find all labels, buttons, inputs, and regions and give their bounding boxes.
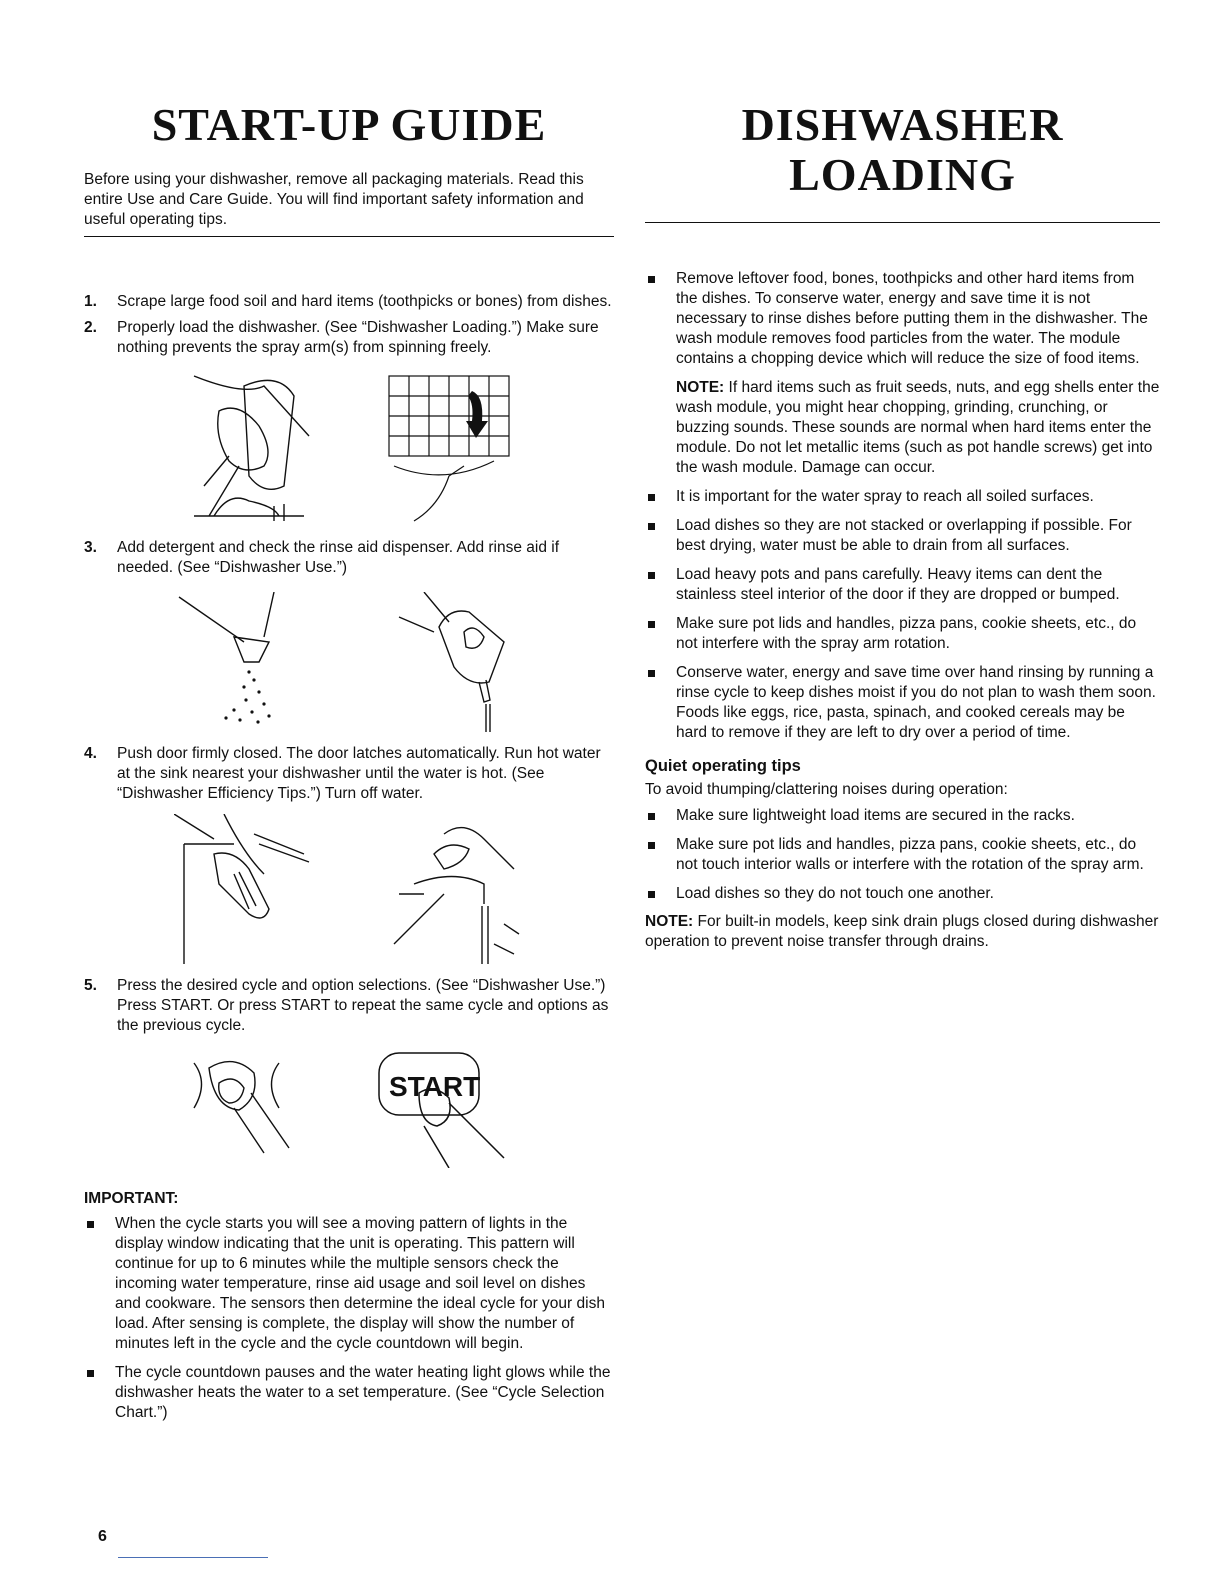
bullet-square-icon xyxy=(645,835,676,875)
note-text: If hard items such as fruit seeds, nuts, and egg shells enter the wash module, you might hear chopping, grinding, crunching, or buzzing sounds. These sounds are normal when hard items enter the module. Do not let metallic items (such as pot handle screws) get into the wash module. Damage can occur. xyxy=(676,379,1160,476)
loading-bullet xyxy=(645,614,1160,654)
loading-bullet-text: Make sure pot lids and handles, pizza pans, cookie sheets, etc., do not interfere with the spray arm rotation. xyxy=(676,615,1137,652)
bullet-square-icon xyxy=(84,1363,115,1423)
step-number: 4. xyxy=(84,745,97,762)
loading-bullet xyxy=(645,663,1160,743)
loading-list xyxy=(645,269,1160,952)
startup-steps-cont2 xyxy=(84,744,614,804)
add-detergent-illustration xyxy=(174,592,324,732)
important-item xyxy=(84,1363,614,1423)
startup-steps-cont3 xyxy=(84,976,614,1036)
important-text: The cycle countdown pauses and the water heating light glows while the dishwasher heats the water to a set temperature. (See “Cycle Selection Chart.”) xyxy=(115,1364,611,1421)
loading-bullet xyxy=(645,487,1160,507)
step-text: Scrape large food soil and hard items (toothpicks or bones) from dishes. xyxy=(117,293,612,310)
bullet-square-icon xyxy=(84,1214,115,1354)
startup-guide-title: START-UP GUIDE xyxy=(151,99,547,150)
bullet-square-icon xyxy=(645,663,676,743)
loading-bullet xyxy=(645,516,1160,556)
loading-bullet-text: Conserve water, energy and save time over hand rinsing by running a rinse cycle to keep dishes moist if you do not plan to wash them soon. Foods like eggs, rice, pasta, spinach, and cooked cereals may be hard to remove if they are left to dry over a period of time. xyxy=(676,664,1156,741)
add-rinse-aid-illustration xyxy=(394,592,524,732)
bullet-square-icon xyxy=(645,884,676,904)
divider xyxy=(645,222,1160,223)
startup-guide-section xyxy=(84,100,614,1423)
loading-note xyxy=(676,378,1160,478)
bullet-square-icon xyxy=(645,614,676,654)
footer-line xyxy=(118,1557,268,1558)
step-number: 5. xyxy=(84,977,97,994)
note-label: NOTE: xyxy=(645,913,694,930)
startup-steps-cont xyxy=(84,538,614,578)
startup-intro: Before using your dishwasher, remove all packaging materials. Read this entire Use and Care Guide. You will find important safety information and useful operating tips. xyxy=(84,171,584,228)
illustration-row-door-water xyxy=(84,814,614,964)
step-item xyxy=(84,538,614,578)
step-number: 1. xyxy=(84,293,97,310)
quiet-bullet xyxy=(645,806,1160,826)
quiet-bullet-text: Make sure lightweight load items are secured in the racks. xyxy=(676,807,1075,824)
built-in-note xyxy=(645,912,1160,952)
load-rack-illustration xyxy=(384,366,514,526)
step-number: 2. xyxy=(84,319,97,336)
startup-steps xyxy=(84,292,614,358)
step-item xyxy=(84,318,614,358)
press-start-button-illustration xyxy=(369,1048,519,1168)
note-label: NOTE: xyxy=(676,379,725,396)
loading-title xyxy=(645,100,1160,200)
bullet-square-icon xyxy=(645,565,676,605)
illustration-row-buttons xyxy=(84,1048,614,1168)
step-item xyxy=(84,744,614,804)
step-text: Properly load the dishwasher. (See “Dishwasher Loading.”) Make sure nothing prevents the spray arm(s) from spinning freely. xyxy=(117,319,599,356)
dishwasher-loading-section xyxy=(645,100,1160,952)
quiet-bullet xyxy=(645,835,1160,875)
loading-bullet xyxy=(645,269,1160,369)
loading-title-line1: DISHWASHER xyxy=(741,99,1064,150)
illustration-row-scrape-load xyxy=(84,366,614,526)
important-text: When the cycle starts you will see a moving pattern of lights in the display window indicating that the unit is operating. This pattern will continue for up to 6 minutes while the multiple sensors check the incoming water temperature, rinse aid usage and soil level on dishes and cookware. The sensors then determine the ideal cycle for your dish load. After sensing is complete, the display will show the number of minutes left in the cycle and the cycle countdown will begin. xyxy=(115,1215,605,1352)
loading-bullet-text: Load heavy pots and pans carefully. Heavy items can dent the stainless steel interior of the door if they are dropped or bumped. xyxy=(676,566,1120,603)
step-text: Push door firmly closed. The door latches automatically. Run hot water at the sink nearest your dishwasher until the water is hot. (See “Dishwasher Efficiency Tips.”) Turn off water. xyxy=(117,745,601,802)
bullet-square-icon xyxy=(645,806,676,826)
illustration-row-detergent xyxy=(84,592,614,732)
scrape-dishes-illustration xyxy=(184,366,314,526)
quiet-bullet xyxy=(645,884,1160,904)
loading-bullet-text: It is important for the water spray to reach all soiled surfaces. xyxy=(676,488,1094,505)
quiet-bullet-text: Load dishes so they do not touch one another. xyxy=(676,885,994,902)
step-item xyxy=(84,976,614,1036)
bullet-square-icon xyxy=(645,516,676,556)
loading-bullet xyxy=(645,565,1160,605)
quiet-tips-intro: To avoid thumping/clattering noises during operation: xyxy=(645,781,1008,798)
note-text: For built-in models, keep sink drain plugs closed during dishwasher operation to prevent noise transfer through drains. xyxy=(645,913,1159,950)
press-option-button-illustration xyxy=(179,1048,299,1158)
page-number: 6 xyxy=(98,1528,107,1545)
step-text: Add detergent and check the rinse aid dispenser. Add rinse aid if needed. (See “Dishwasher Use.”) xyxy=(117,539,560,576)
loading-bullet-text: Load dishes so they are not stacked or overlapping if possible. For best drying, water must be able to drain from all surfaces. xyxy=(676,517,1132,554)
step-item xyxy=(84,292,614,312)
bullet-square-icon xyxy=(645,487,676,507)
step-text: Press the desired cycle and option selections. (See “Dishwasher Use.”) Press START. Or press START to repeat the same cycle and options as the previous cycle. xyxy=(117,977,609,1034)
important-heading: IMPORTANT: xyxy=(84,1190,179,1207)
loading-bullet-text: Remove leftover food, bones, toothpicks and other hard items from the dishes. To conserve water, energy and save time it is not necessary to rinse dishes before putting them in the dishwasher. The wash module removes food particles from the water. The module contains a chopping device which will reduce the size of food items. xyxy=(676,270,1148,367)
quiet-tips-heading: Quiet operating tips xyxy=(645,757,801,775)
start-button-label: START xyxy=(389,1071,481,1102)
close-door-illustration xyxy=(174,814,314,964)
quiet-bullet-text: Make sure pot lids and handles, pizza pans, cookie sheets, etc., do not touch interior walls or interfere with the rotation of the spray arm. xyxy=(676,836,1144,873)
bullet-square-icon xyxy=(645,269,676,369)
divider xyxy=(84,236,614,237)
step-number: 3. xyxy=(84,539,97,556)
important-item xyxy=(84,1214,614,1354)
run-hot-water-illustration xyxy=(384,814,524,964)
loading-title-line2: LOADING xyxy=(789,149,1016,200)
